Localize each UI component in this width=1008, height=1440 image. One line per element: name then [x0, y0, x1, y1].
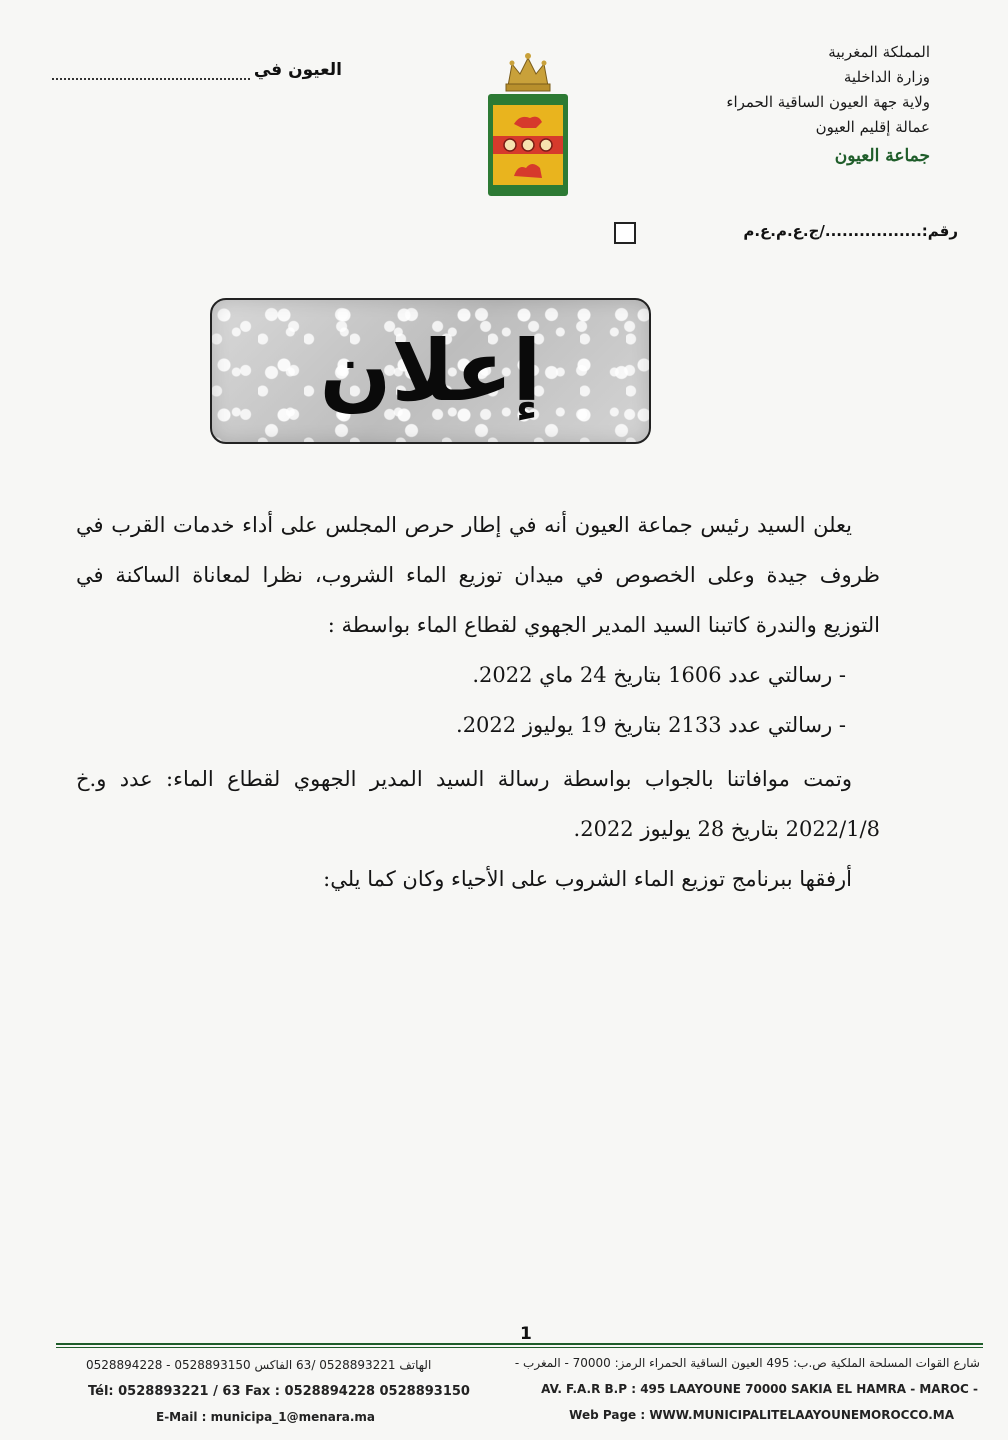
ref-label: رقم:	[921, 222, 958, 240]
commune-name: جماعة العيون	[834, 146, 930, 166]
footer-address-fr: AV. F.A.R B.P : 495 LAAYOUNE 70000 SAKIA EL HAMRA - MAROC -	[541, 1382, 978, 1396]
body-paragraph-2: وتمت موافاتنا بالجواب بواسطة رسالة السيد المدير الجهوي لقطاع الماء: عدد و.خ 2022/1/8 بتاريخ 28 يوليوز 2022.	[76, 767, 880, 841]
announcement-body	[76, 500, 880, 904]
authority-line-province: عمالة إقليم العيون	[815, 118, 930, 136]
footer-phone-fr: Tél: 0528893221 / 63 Fax : 0528894228 0528893150	[88, 1384, 470, 1399]
page-number: 1	[520, 1324, 532, 1344]
crown-icon	[506, 53, 550, 91]
body-paragraph-1: يعلن السيد رئيس جماعة العيون أنه في إطار حرص المجلس على أداء خدمات القرب في ظروف جيدة وعلى الخصوص في ميدان توزيع الماء الشروب، نظرا لمعاناة الساكنة في التوزيع والندرة كاتبنا السيد المدير الجهوي لقطاع الماء بواسطة :	[76, 513, 880, 637]
footer-phone-ar: الهاتف 0528893221 /63 الفاكس 0528893150 - 0528894228	[86, 1358, 432, 1372]
checkbox[interactable]	[614, 222, 636, 244]
authority-line-ministry: وزارة الداخلية	[843, 68, 930, 86]
footer-web: Web Page : WWW.MUNICIPALITELAAYOUNEMOROCCO.MA	[569, 1408, 954, 1422]
authority-line-kingdom: المملكة المغربية	[828, 43, 930, 61]
footer-address-ar: شارع القوات المسلحة الملكية ص.ب: 495 العيون الساقية الحمراء الرمز: 70000 - المغرب -	[514, 1356, 980, 1370]
body-bullet-2: - رسالتي عدد 2133 بتاريخ 19 يوليوز 2022.	[456, 713, 846, 737]
ref-code: /ج.ع.م.ع.م	[743, 222, 825, 240]
announcement-title: إعلان	[319, 322, 542, 420]
reference-number: رقم:................./ج.ع.م.ع.م	[743, 222, 958, 240]
authority-header	[670, 40, 930, 169]
body-paragraph-3: أرفقها ببرنامج توزيع الماء الشروب على الأحياء وكان كما يلي:	[323, 867, 852, 891]
announcement-title-box	[210, 298, 651, 444]
authority-line-wilaya: ولاية جهة العيون الساقية الحمراء	[726, 93, 930, 111]
place-label: العيون في	[253, 60, 342, 80]
date-dotted-field	[52, 64, 250, 80]
body-bullet-1: - رسالتي عدد 1606 بتاريخ 24 ماي 2022.	[472, 663, 846, 687]
footer-divider	[56, 1343, 983, 1345]
coat-of-arms-icon	[486, 44, 570, 200]
footer-email: E-Mail : municipa_1@menara.ma	[156, 1410, 376, 1424]
place-date-line	[52, 60, 342, 80]
